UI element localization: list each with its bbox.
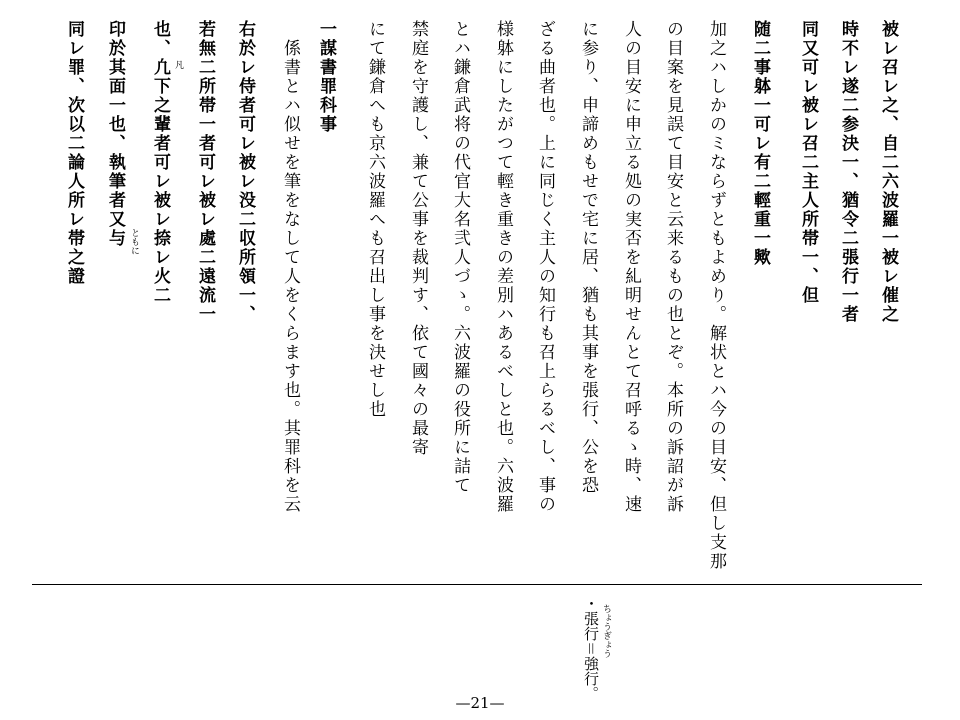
text-column: 被レ召レ之、自二六波羅一被レ催之 xyxy=(878,20,898,324)
text-column: 也、凢下之輩者可レ被レ捺レ火二 xyxy=(150,20,170,305)
text-column: に参り、申諦めもせで宅に居、猶も其事を張行、公を恐 xyxy=(578,20,598,495)
text-column: 右於レ侍者可レ被レ没二収所領一、 xyxy=(235,20,255,324)
text-column: 同又可レ被レ召二主人所帯一、但 xyxy=(798,20,818,305)
text-column: 印於其面一也、執筆者又与 xyxy=(105,20,125,248)
ruby-gloss: ともに xyxy=(129,228,139,255)
text-column: にて鎌倉へも京六波羅へも召出し事を決せし也 xyxy=(365,20,385,419)
text-column: とハ鎌倉武将の代官大名弐人づゝ。六波羅の役所に詰て xyxy=(450,20,470,495)
footnote-divider xyxy=(32,584,922,585)
text-column: 随二事躰一可レ有二輕重一歟 xyxy=(750,20,770,267)
text-column: 加之ハしかのミならずともよめり。解状とハ今の目安、但し支那 xyxy=(706,20,726,571)
text-column: 係書とハ似せを筆をなして人をくらます也。其罪科を云 xyxy=(280,20,300,514)
text-column: 禁庭を守護し、兼て公事を裁判す、依て國々の最寄 xyxy=(408,20,428,457)
footnote xyxy=(580,596,602,701)
text-column: 一謀書罪科事 xyxy=(316,20,336,134)
footnote-ruby: ちょうぎょう xyxy=(601,604,611,658)
text-column: 同レ罪、次以二論人所レ帯之證 xyxy=(64,20,84,286)
text-column: 若無二所帯一者可レ被レ處二遠流一 xyxy=(195,20,215,324)
text-column: 様躰にしたがつて輕き重きの差別ハあるべしと也。六波羅 xyxy=(493,20,513,514)
footnote-text: ・張行＝強行。 xyxy=(582,596,600,702)
text-column: ざる曲者也。上に同じく主人の知行も召上らるべし、事の xyxy=(535,20,555,514)
ruby-gloss: 凡 xyxy=(173,60,183,69)
text-column: 時不レ遂二参決一、猶令二張行一者 xyxy=(838,20,858,324)
text-column: 人の目安に申立る処の実否を糺明せんとて召呼るゝ時、速 xyxy=(621,20,641,514)
text-column: の目案を見誤て目安と云来るもの也とぞ。本所の訴詔が訴 xyxy=(663,20,683,514)
page-number: —21— xyxy=(455,694,505,712)
